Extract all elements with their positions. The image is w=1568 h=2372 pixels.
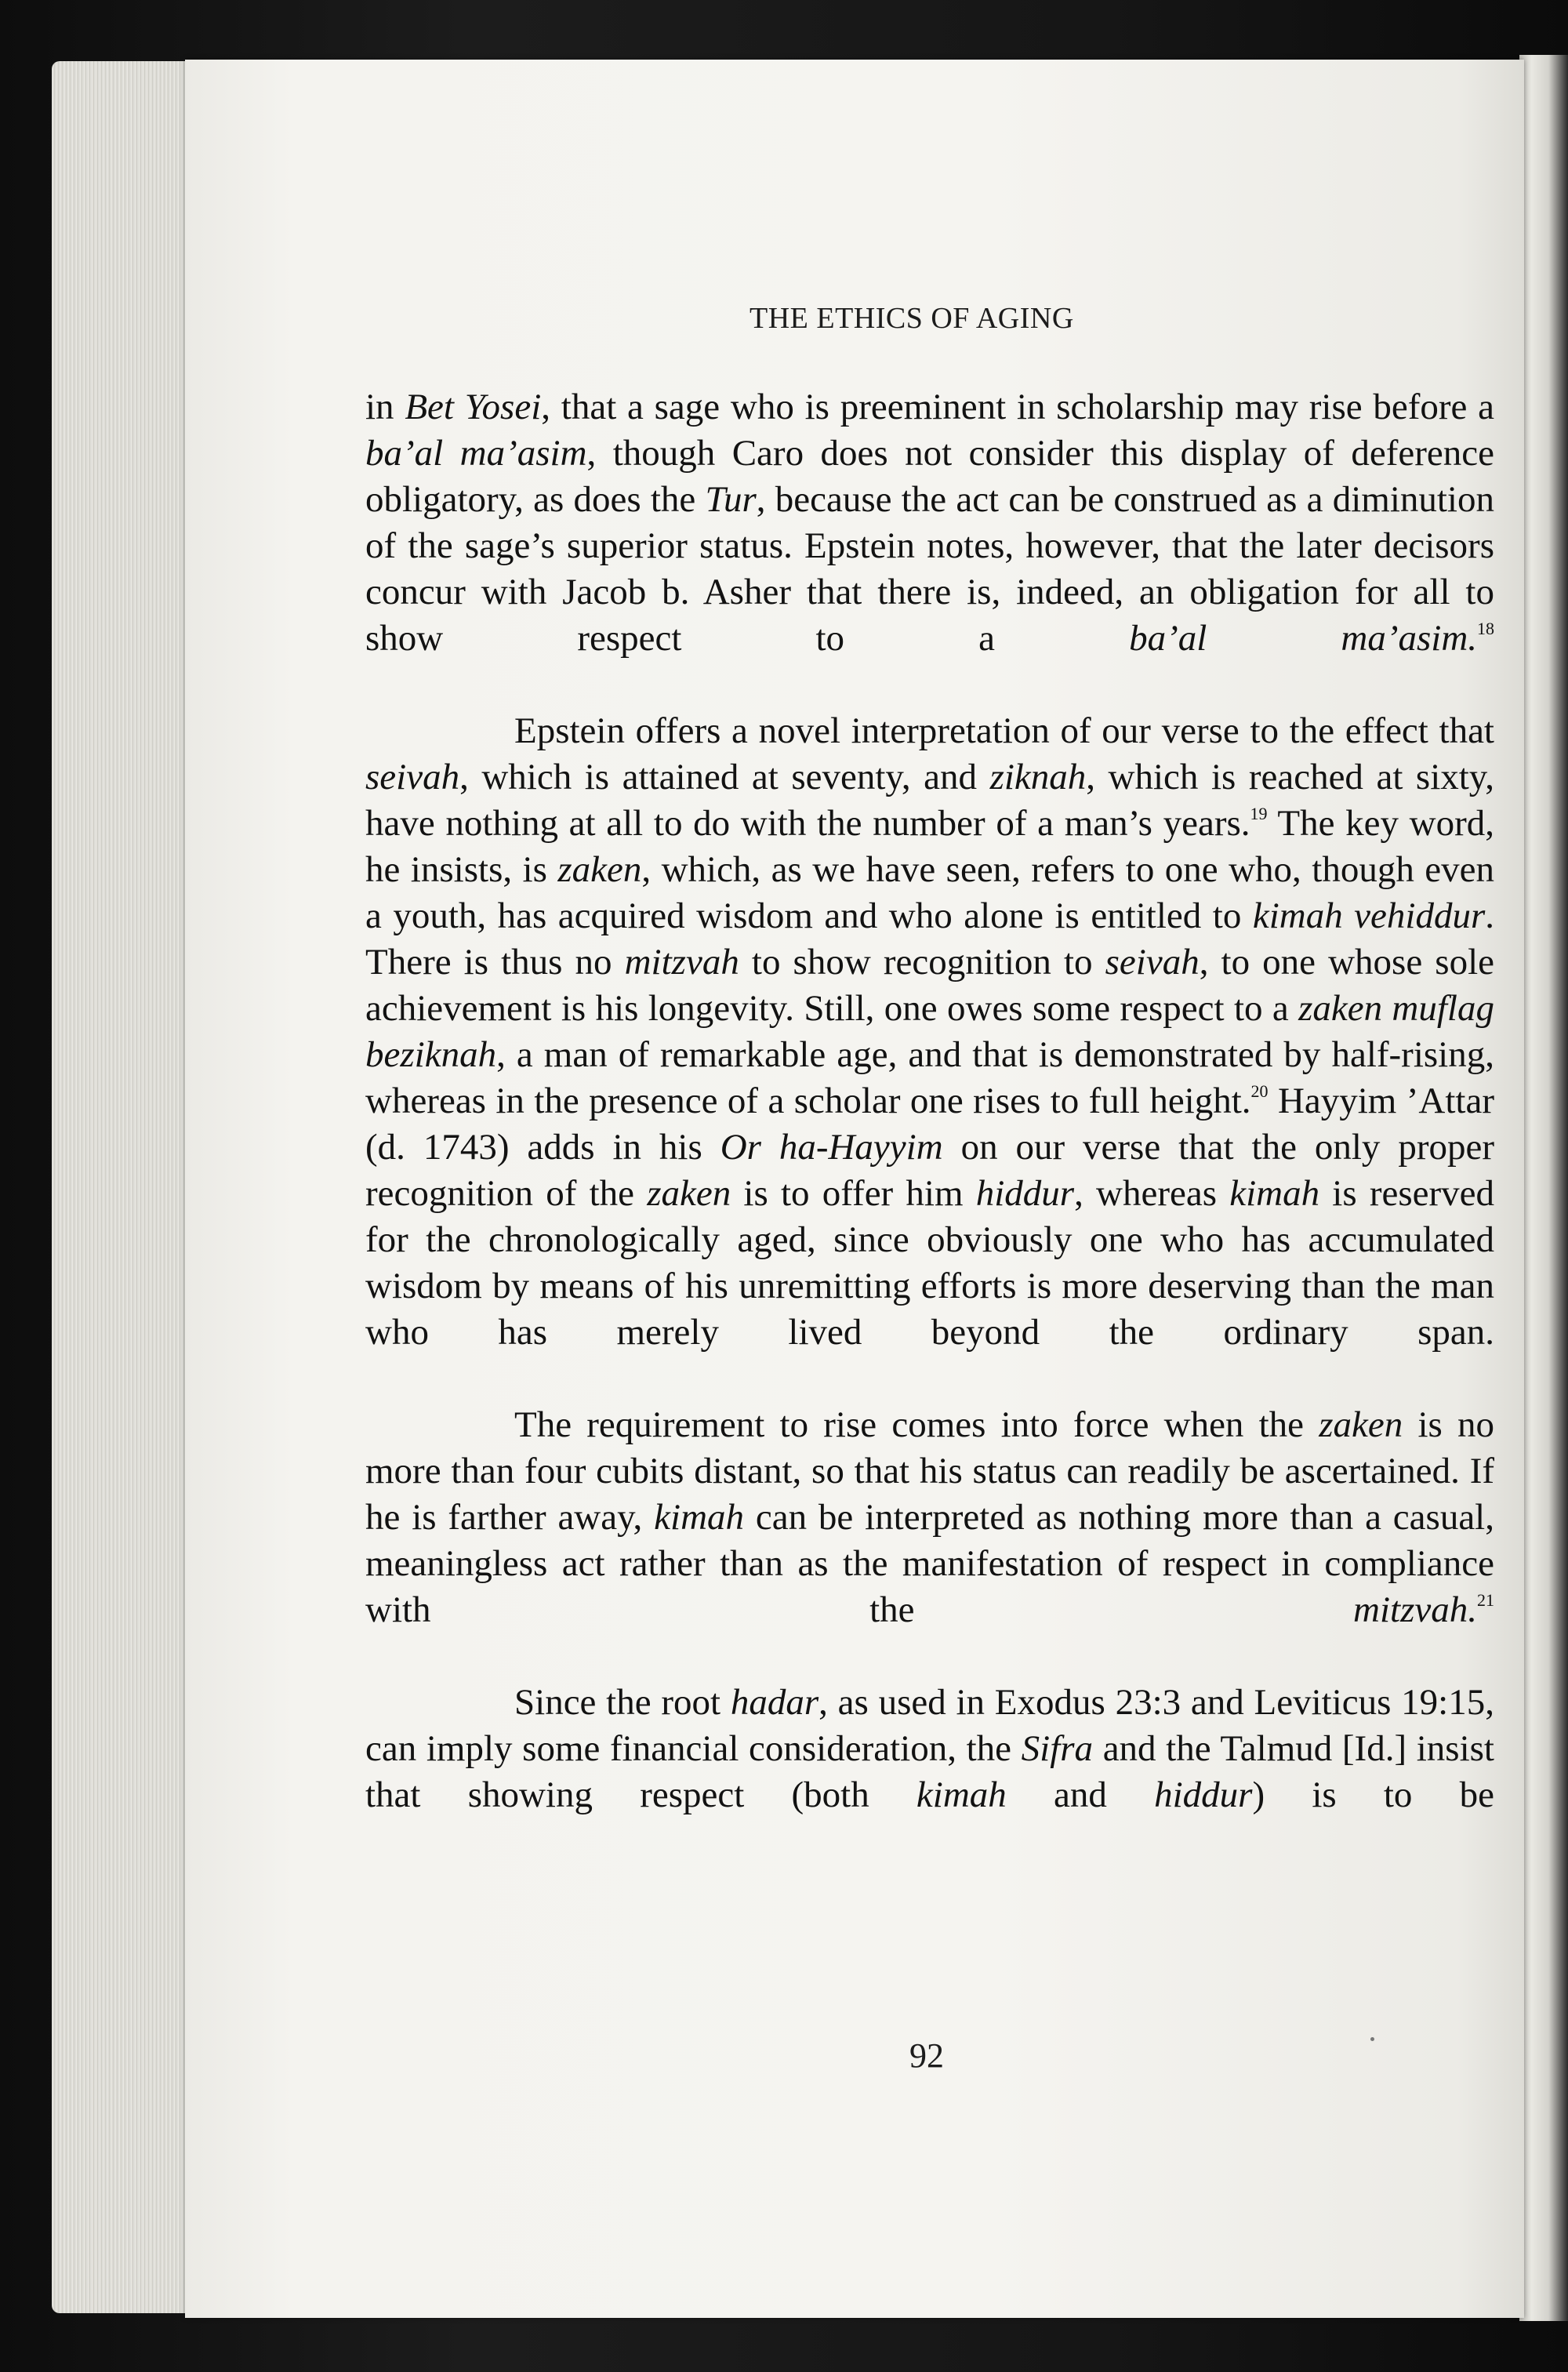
running-header: THE ETHICS OF AGING [750, 302, 1074, 335]
italic-term: mitzvah. [1353, 1589, 1477, 1630]
italic-term: zaken muflag beziknah [365, 988, 1494, 1075]
footnote-ref: 18 [1477, 619, 1495, 638]
italic-term: zaken [557, 849, 642, 890]
text-run: Hayyim ’Attar (d. 1743) adds in his [365, 1081, 1494, 1168]
italic-term: ba’al ma’asim [365, 433, 587, 474]
italic-term: kimah vehiddur [1252, 895, 1486, 936]
italic-term: kimah [654, 1497, 745, 1538]
text-run: , which is reached at sixty, have nothing at all to do with the number of a man’s years. [365, 757, 1495, 844]
text-run: , whereas [1074, 1173, 1230, 1214]
text-run: on our verse that the only proper recognition of the [365, 1127, 1494, 1214]
text-run: is no more than four cubits distant, so that his status can readily be ascertained. If he is farther away, [365, 1404, 1494, 1538]
facing-page-edge [1519, 55, 1568, 2321]
text-run: , though Caro does not consider this display of deference obligatory, as does the [365, 433, 1494, 520]
text-run: , that a sage who is preeminent in scholarship may rise before a [541, 387, 1495, 427]
text-run: is to offer him [731, 1173, 976, 1214]
text-run: Since the root [514, 1682, 731, 1723]
text-run: in [365, 387, 405, 427]
text-run: , a man of remarkable age, and that is demonstrated by half-rising, whereas in the presence of a scholar one rises to full height. [365, 1034, 1494, 1121]
page-stack-edge [52, 61, 193, 2313]
footnote-ref: 20 [1250, 1081, 1269, 1101]
italic-term: hiddur [975, 1173, 1075, 1214]
italic-term: ziknah [989, 757, 1087, 797]
text-run: , as used in Exodus 23:3 and Leviticus 19:15, can imply some financial consideration, the [365, 1682, 1494, 1769]
paragraph-1 [365, 384, 1494, 662]
italic-term: hadar [730, 1682, 819, 1723]
footnote-ref: 21 [1477, 1590, 1494, 1610]
italic-term: ba’al ma’asim. [1129, 618, 1478, 659]
body-text [365, 384, 1494, 1818]
page-number: 92 [909, 2036, 944, 2075]
italic-term: seivah [365, 757, 460, 797]
paragraph-4 [365, 1680, 1494, 1818]
text-run: can be interpreted as nothing more than a casual, meaningless act rather than as the manifestation of respect in compliance with the [365, 1497, 1494, 1630]
italic-term: Tur [705, 479, 757, 520]
text-run: The key word, he insists, is [365, 803, 1494, 890]
footnote-ref: 19 [1250, 804, 1268, 823]
italic-term: seivah [1105, 942, 1200, 983]
italic-term: zaken [1319, 1404, 1403, 1445]
text-run: , to one whose sole achievement is his longevity. Still, one owes some respect to a [365, 942, 1494, 1029]
text-run: The requirement to rise comes into force when the [514, 1404, 1319, 1445]
text-run: to show recognition to [739, 942, 1105, 983]
text-run: , which is attained at seventy, and [459, 757, 990, 797]
italic-term: kimah [916, 1774, 1007, 1815]
text-run: is reserved for the chronologically aged, since obviously one who has accumulated wisdom by means of his unremitting efforts is more deserving than the man who has merely lived beyond the ordinary span. [365, 1173, 1494, 1353]
text-run: Epstein offers a novel interpretation of our verse to the effect that [514, 710, 1494, 751]
text-run: and [1006, 1774, 1155, 1815]
italic-term: Or ha-Hayyim [720, 1127, 943, 1168]
text-run: . There is thus no [365, 895, 1495, 983]
italic-term: Sifra [1021, 1728, 1094, 1769]
dust-speck [1370, 2037, 1374, 2041]
italic-term: zaken [647, 1173, 731, 1214]
paragraph-3 [365, 1402, 1494, 1633]
text-run: ) is to be [1252, 1774, 1495, 1815]
italic-term: kimah [1229, 1173, 1320, 1214]
text-run: , because the act can be construed as a diminution of the sage’s superior status. Epstein notes, however, that the later decisors concur with Jacob b. Asher that there is, indeed, an obligation for all to show respect to a [365, 479, 1494, 659]
italic-term: mitzvah [624, 942, 739, 983]
text-run: , which, as we have seen, refers to one who, though even a youth, has acquired wisdom and who alone is entitled to [365, 849, 1494, 936]
italic-term: Bet Yosei [405, 387, 542, 427]
italic-term: hiddur [1154, 1774, 1253, 1815]
paragraph-2 [365, 708, 1494, 1356]
text-run: and the Talmud [Id.] insist that showing respect (both [365, 1728, 1494, 1815]
